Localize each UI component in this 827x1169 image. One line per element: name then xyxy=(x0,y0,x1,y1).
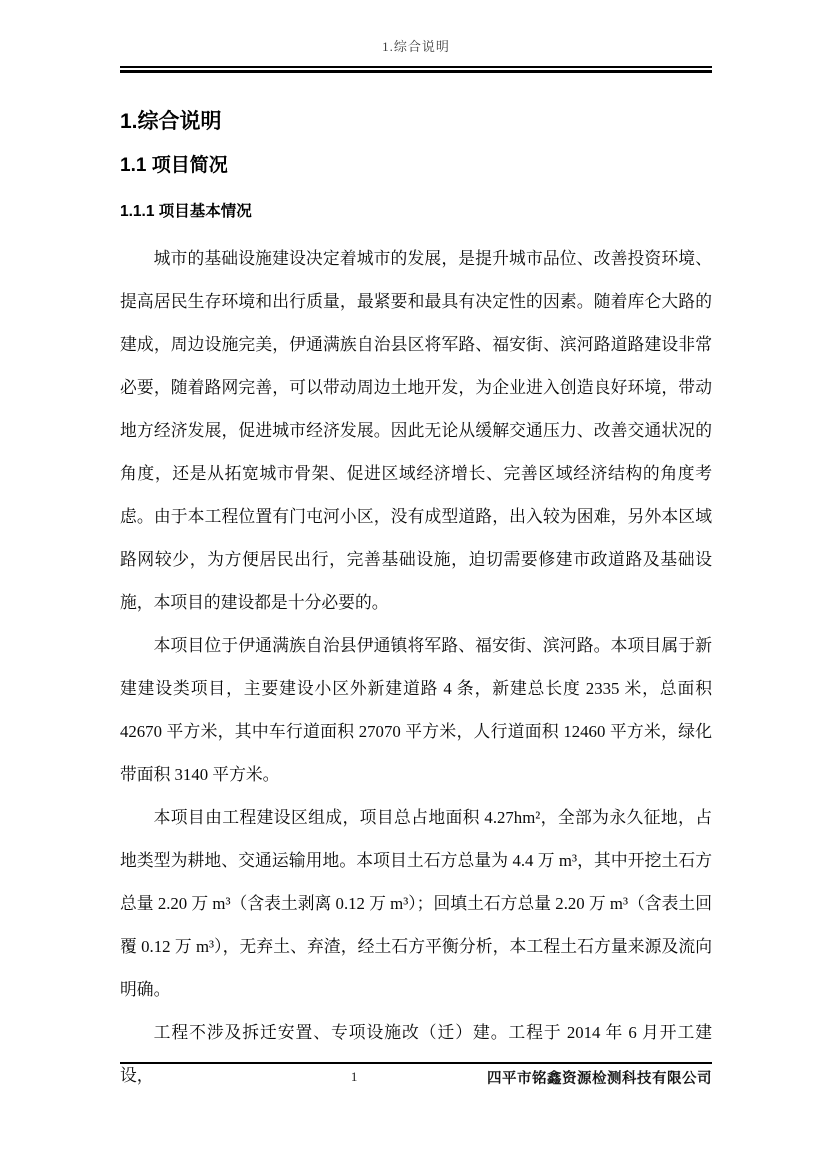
footer-company-name: 四平市铭鑫资源检测科技有限公司 xyxy=(487,1070,712,1087)
section-heading: 1.1 项目简况 xyxy=(120,155,228,176)
chapter-title: 1.综合说明 xyxy=(120,110,222,133)
paragraph-construction-schedule: 工程不涉及拆迁安置、专项设施改（迁）建。工程于 2014 年 6 月开工建设， xyxy=(120,1023,712,1085)
document-body xyxy=(120,0,712,1097)
paragraph-land-earthwork: 本项目由工程建设区组成，项目总占地面积 4.27hm²，全部为永久征地，占地类型为耕地、交通运输用地。本项目土石方总量为 4.4 万 m³，其中开挖土石方总量 2.20 万 m³（含表土剥离 0.12 万 m³）；回填土石方总量 2.20 万 m³（含表土回覆 0.12 万 m³），无弃土、弃渣，经土石方平衡分析，本工程土石方量来源及流向明确。 xyxy=(120,808,712,999)
running-header: 1.综合说明 xyxy=(382,39,450,54)
running-footer xyxy=(120,1062,712,1091)
page-number: 1 xyxy=(350,1068,358,1084)
paragraph-project-location-scale: 本项目位于伊通满族自治县伊通镇将军路、福安街、滨河路。本项目属于新建建设类项目，主要建设小区外新建道路 4 条，新建总长度 2335 米，总面积 42670 平方米，其中车行道面积 27070 平方米，人行道面积 12460 平方米，绿化带面积 3140 平方米。 xyxy=(120,636,712,784)
footer-row xyxy=(120,1067,712,1091)
paragraph-project-necessity: 城市的基础设施建设决定着城市的发展，是提升城市品位、改善投资环境、提高居民生存环境和出行质量，最紧要和最具有决定性的因素。随着库仑大路的建成，周边设施完美，伊通满族自治县区将军路、福安街、滨河路道路建设非常必要，随着路网完善，可以带动周边土地开发，为企业进入创造良好环境，带动地方经济发展，促进城市经济发展。因此无论从缓解交通压力、改善交通状况的角度，还是从拓宽城市骨架、促进区域经济增长、完善区域经济结构的角度考虑。由于本工程位置有门屯河小区，没有成型道路，出入较为困难，另外本区域路网较少，为方便居民出行，完善基础设施，迫切需要修建市政道路及基础设施，本项目的建设都是十分必要的。 xyxy=(120,249,712,612)
footer-divider xyxy=(120,1062,712,1064)
subsection-heading: 1.1.1 项目基本情况 xyxy=(120,203,252,220)
